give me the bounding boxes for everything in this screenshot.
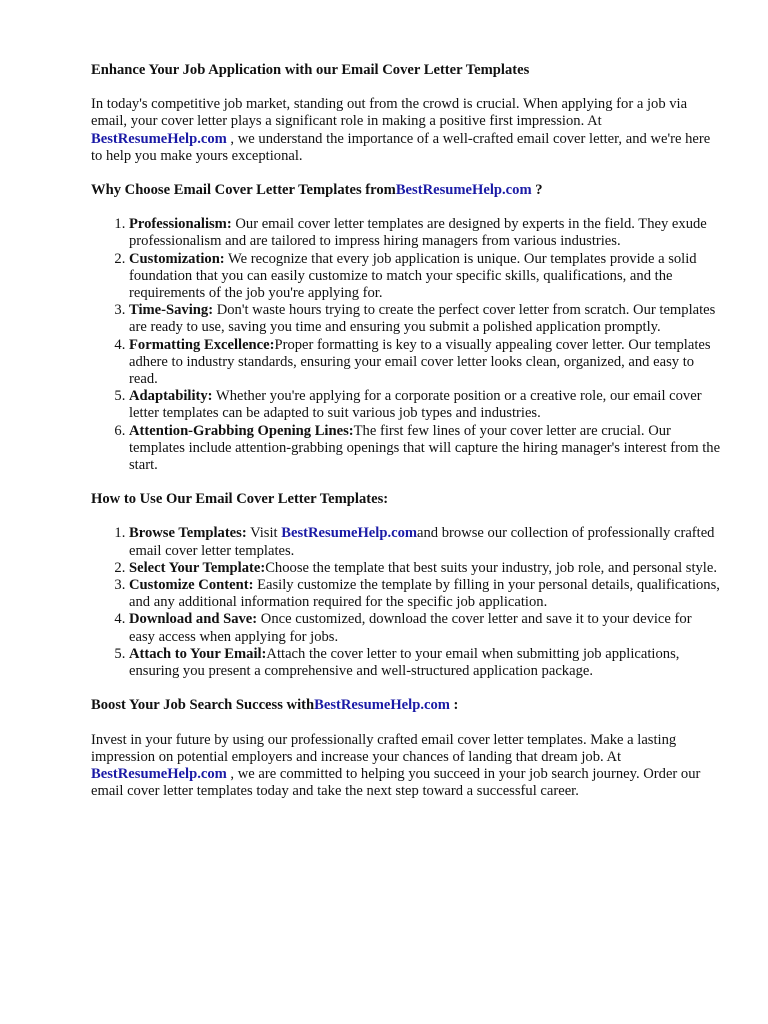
why-list (91, 216, 721, 474)
item-text-before: Visit (246, 525, 282, 542)
browse-link[interactable]: BestResumeHelp.com (281, 525, 418, 542)
item-term: Adaptability: (129, 388, 213, 405)
item-text: Proper formatting is key to a visually appealing cover letter. Our templates adhere to industry standards, ensuring your email cover letter looks clean, organized, and easy to read. (129, 336, 711, 388)
how-heading: How to Use Our Email Cover Letter Templates: (91, 491, 389, 508)
why-heading-after: ? (531, 182, 543, 199)
item-text: and browse our collection of professionally crafted email cover letter templates. (129, 525, 715, 559)
intro-paragraph (91, 96, 721, 165)
list-item (129, 388, 721, 422)
list-item (129, 337, 721, 389)
closing-text: Invest in your future by using our professionally crafted email cover letter templates. Make a lasting impression on potential employers and increase your chances of landing that dream job. At (91, 731, 677, 765)
item-text: Don't waste hours trying to create the perfect cover letter from scratch. Our templates are ready to use, saving you time and ensuring you submit a polished application promptly. (129, 302, 716, 336)
boost-heading (91, 697, 721, 714)
item-term: Select Your Template: (129, 559, 266, 576)
item-text: Whether you're applying for a corporate position or a creative role, our email cover letter templates can be adapted to suit various job types and industries. (129, 388, 702, 422)
item-text: Choose the template that best suits your industry, job role, and personal style. (265, 559, 717, 576)
list-item (129, 302, 721, 336)
list-item (129, 423, 721, 475)
document-title: Enhance Your Job Application with our Email Cover Letter Templates (91, 62, 530, 78)
item-text: The first few lines of your cover letter are crucial. Our templates include attention-grabbing openings that will capture the hiring manager's interest from the start. (129, 422, 721, 474)
intro-link[interactable]: BestResumeHelp.com (91, 130, 227, 147)
item-text: Attach the cover letter to your email when submitting job applications, ensuring you present a comprehensive and well-structured application package. (129, 645, 680, 680)
item-term: Customization: (129, 250, 225, 267)
list-item (129, 560, 721, 577)
intro-text: In today's competitive job market, standing out from the crowd is crucial. When applying for a job via email, your cover letter plays a significant role in making a positive first impression. At (91, 96, 688, 130)
item-term: Time-Saving: (129, 302, 214, 319)
list-item (129, 577, 721, 611)
item-term: Attention-Grabbing Opening Lines: (129, 422, 354, 439)
item-text: Easily customize the template by filling in your personal details, qualifications, and any additional information required for the specific job application. (129, 577, 720, 611)
list-item (129, 216, 721, 250)
item-term: Download and Save: (129, 611, 258, 628)
item-text: We recognize that every job application is unique. Our templates provide a solid foundation that you can easily customize to match your specific skills, qualifications, and the requirements of the job you're applying for. (129, 250, 697, 302)
closing-paragraph (91, 732, 721, 801)
boost-heading-after: : (449, 697, 459, 714)
item-term: Professionalism: (129, 216, 232, 233)
item-text: Once customized, download the cover letter and save it to your device for easy access when applying for jobs. (129, 611, 692, 645)
closing-text-after: , we are committed to helping you succeed in your job search journey. Order our email cover letter templates today and take the next step toward a successful career. (91, 765, 701, 800)
document-body (91, 62, 721, 800)
item-term: Customize Content: (129, 577, 254, 594)
how-list (91, 525, 721, 680)
item-term: Formatting Excellence: (129, 336, 275, 353)
list-item (129, 611, 721, 645)
item-term: Attach to Your Email: (129, 645, 267, 662)
closing-link[interactable]: BestResumeHelp.com (91, 765, 227, 782)
boost-heading-text: Boost Your Job Search Success with (91, 697, 315, 714)
item-text: Our email cover letter templates are designed by experts in the field. They exude professionalism and are tailored to impress hiring managers from various industries. (129, 216, 707, 250)
why-heading-text: Why Choose Email Cover Letter Templates from (91, 182, 396, 199)
why-heading (91, 182, 721, 199)
list-item (129, 525, 721, 559)
boost-heading-link[interactable]: BestResumeHelp.com (314, 697, 450, 714)
intro-text-after: , we understand the importance of a well-crafted email cover letter, and we're here to help you make yours exceptional. (91, 130, 711, 164)
item-term: Browse Templates: (129, 525, 247, 542)
list-item (129, 251, 721, 303)
list-item (129, 646, 721, 680)
why-heading-link[interactable]: BestResumeHelp.com (395, 182, 532, 199)
